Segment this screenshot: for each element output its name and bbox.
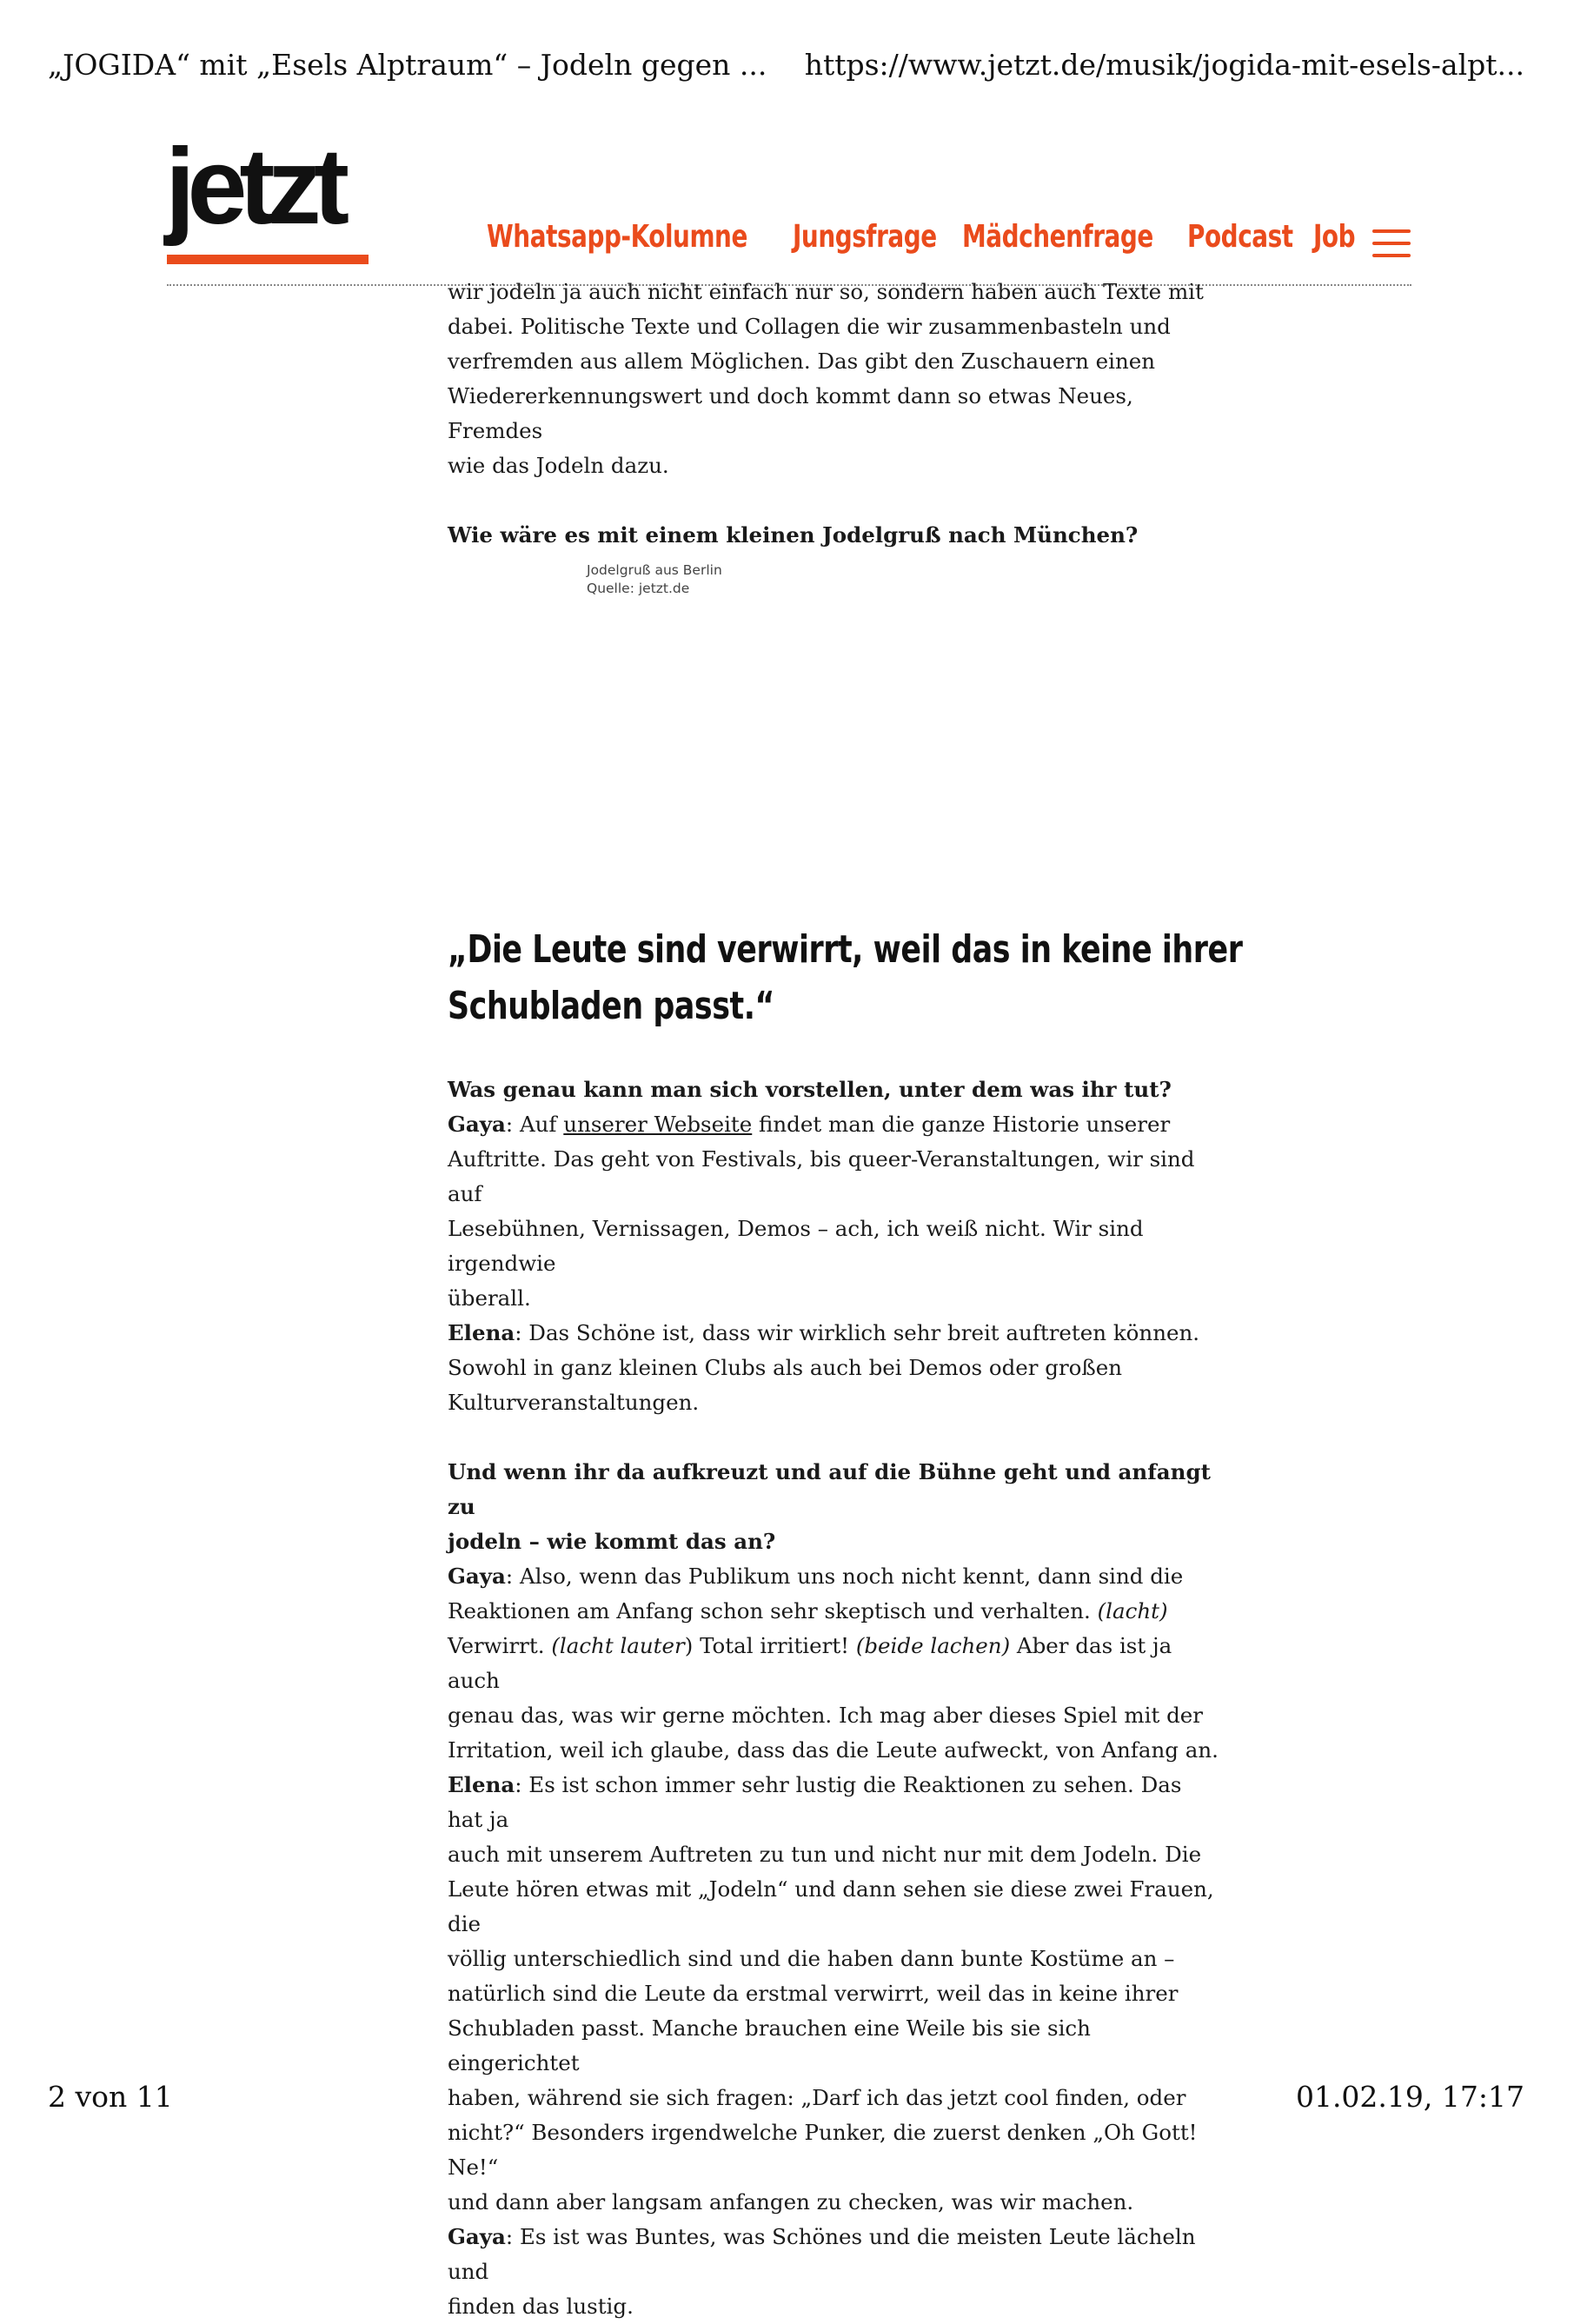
answer-line: Verwirrt. (lacht lauter) Total irritiert! (beide lachen) Aber das ist ja auch [448,1633,1172,1693]
nav-item-jungsfrage[interactable]: Jungsfrage [792,219,937,255]
article-subheading [448,921,1243,1034]
print-footer [48,2080,1524,2114]
text-line: überall. [448,1285,531,1311]
text-line: und dann aber langsam anfangen zu checken, was wir machen. [448,2189,1134,2214]
text-line: Irritation, weil ich glaube, dass das die Leute aufweckt, von Anfang an. [448,1737,1219,1763]
interview-question: Und wenn ihr da aufkreuzt und auf die Bühne geht und anfangt zu [448,1459,1211,1519]
text-line: nicht?“ Besonders irgendwelche Punker, die zuerst denken „Oh Gott! Ne!“ [448,2120,1198,2180]
print-header [48,48,1524,82]
subheading-line: „Die Leute sind verwirrt, weil das in keine ihrer [448,927,1243,972]
logo-underline [167,255,369,264]
interview-question: Wie wäre es mit einem kleinen Jodelgruß nach München? [448,522,1139,548]
caption-source: Quelle: jetzt.de [587,581,690,596]
interview-question: Was genau kann man sich vorstellen, unter dem was ihr tut? [448,1077,1172,1102]
answer-line: Elena: Es ist schon immer sehr lustig die Reaktionen zu sehen. Das hat ja [448,1772,1182,1832]
logo-wordmark: jetzt [165,127,342,247]
text-line: Leute hören etwas mit „Jodeln“ und dann sehen sie diese zwei Frauen, die [448,1876,1214,1936]
nav-item-maedchenfrage[interactable]: Mädchenfrage [962,219,1154,255]
interview-question: jodeln – wie kommt das an? [448,1529,776,1554]
print-page-number: 2 von 11 [48,2080,173,2114]
website-link[interactable]: unserer Webseite [563,1112,753,1137]
text-line: auch mit unserem Auftreten zu tun und nicht nur mit dem Jodeln. Die [448,1842,1202,1867]
text-line: dabei. Politische Texte und Collagen die wir zusammenbasteln und [448,314,1171,339]
text-line: Kulturveranstaltungen. [448,1390,700,1415]
site-header [165,127,1411,286]
text-line: verfremden aus allem Möglichen. Das gibt den Zuschauern einen [448,349,1156,374]
text-line: Auftritte. Das geht von Festivals, bis queer-Veranstaltungen, wir sind auf [448,1146,1195,1206]
speaker-name: Elena [448,1320,515,1345]
hamburger-menu-icon[interactable] [1372,229,1411,257]
article-body [448,1072,1221,2324]
subheading-line: Schubladen passt.“ [448,984,774,1028]
speaker-name: Gaya [448,1564,506,1589]
answer-line: Gaya: Auf unserer Webseite findet man die ganze Historie unserer [448,1112,1171,1137]
answer-line: Gaya: Es ist was Buntes, was Schönes und die meisten Leute lächeln und [448,2224,1196,2284]
text-line: Schubladen passt. Manche brauchen eine Weile bis sie sich eingerichtet [448,2015,1091,2075]
text-line: finden das lustig. [448,2294,634,2319]
article-intro [448,275,1221,553]
nav-item-job[interactable]: Job [1312,219,1355,255]
text-line: völlig unterschiedlich sind und die haben dann bunte Kostüme an – [448,1946,1175,1971]
answer-line: Gaya: Also, wenn das Publikum uns noch nicht kennt, dann sind die [448,1564,1184,1589]
main-nav [487,219,1355,255]
print-page-url: https://www.jetzt.de/musik/jogida-mit-esels-alpt... [804,48,1524,82]
caption-title: Jodelgruß aus Berlin [587,562,722,578]
site-logo[interactable] [165,127,369,267]
answer-line: Elena: Das Schöne ist, dass wir wirklich sehr breit auftreten können. [448,1320,1200,1345]
print-datetime: 01.02.19, 17:17 [1295,2080,1524,2114]
text-line: wie das Jodeln dazu. [448,453,669,478]
nav-item-podcast[interactable]: Podcast [1187,219,1293,255]
text-line: genau das, was wir gerne möchten. Ich mag aber dieses Spiel mit der [448,1703,1203,1728]
text-line: natürlich sind die Leute da erstmal verwirrt, weil das in keine ihrer [448,1981,1179,2006]
nav-item-whatsapp-kolumne[interactable]: Whatsapp-Kolumne [487,219,747,255]
speaker-name: Gaya [448,1112,506,1137]
text-line: Wiedererkennungswert und doch kommt dann so etwas Neues, Fremdes [448,383,1133,443]
text-line: haben, während sie sich fragen: „Darf ich das jetzt cool finden, oder [448,2085,1186,2110]
text-line: wir jodeln ja auch nicht einfach nur so, sondern haben auch Texte mit [448,279,1204,304]
text-line: Sowohl in ganz kleinen Clubs als auch bei Demos oder großen [448,1355,1123,1380]
media-caption [587,561,722,598]
answer-line: Reaktionen am Anfang schon sehr skeptisch und verhalten. (lacht) [448,1598,1168,1623]
text-line: Lesebühnen, Vernissagen, Demos – ach, ich weiß nicht. Wir sind irgendwie [448,1216,1144,1276]
speaker-name: Gaya [448,2224,506,2249]
speaker-name: Elena [448,1772,515,1797]
print-page-title: „JOGIDA“ mit „Esels Alptraum“ – Jodeln gegen ... [48,48,767,82]
